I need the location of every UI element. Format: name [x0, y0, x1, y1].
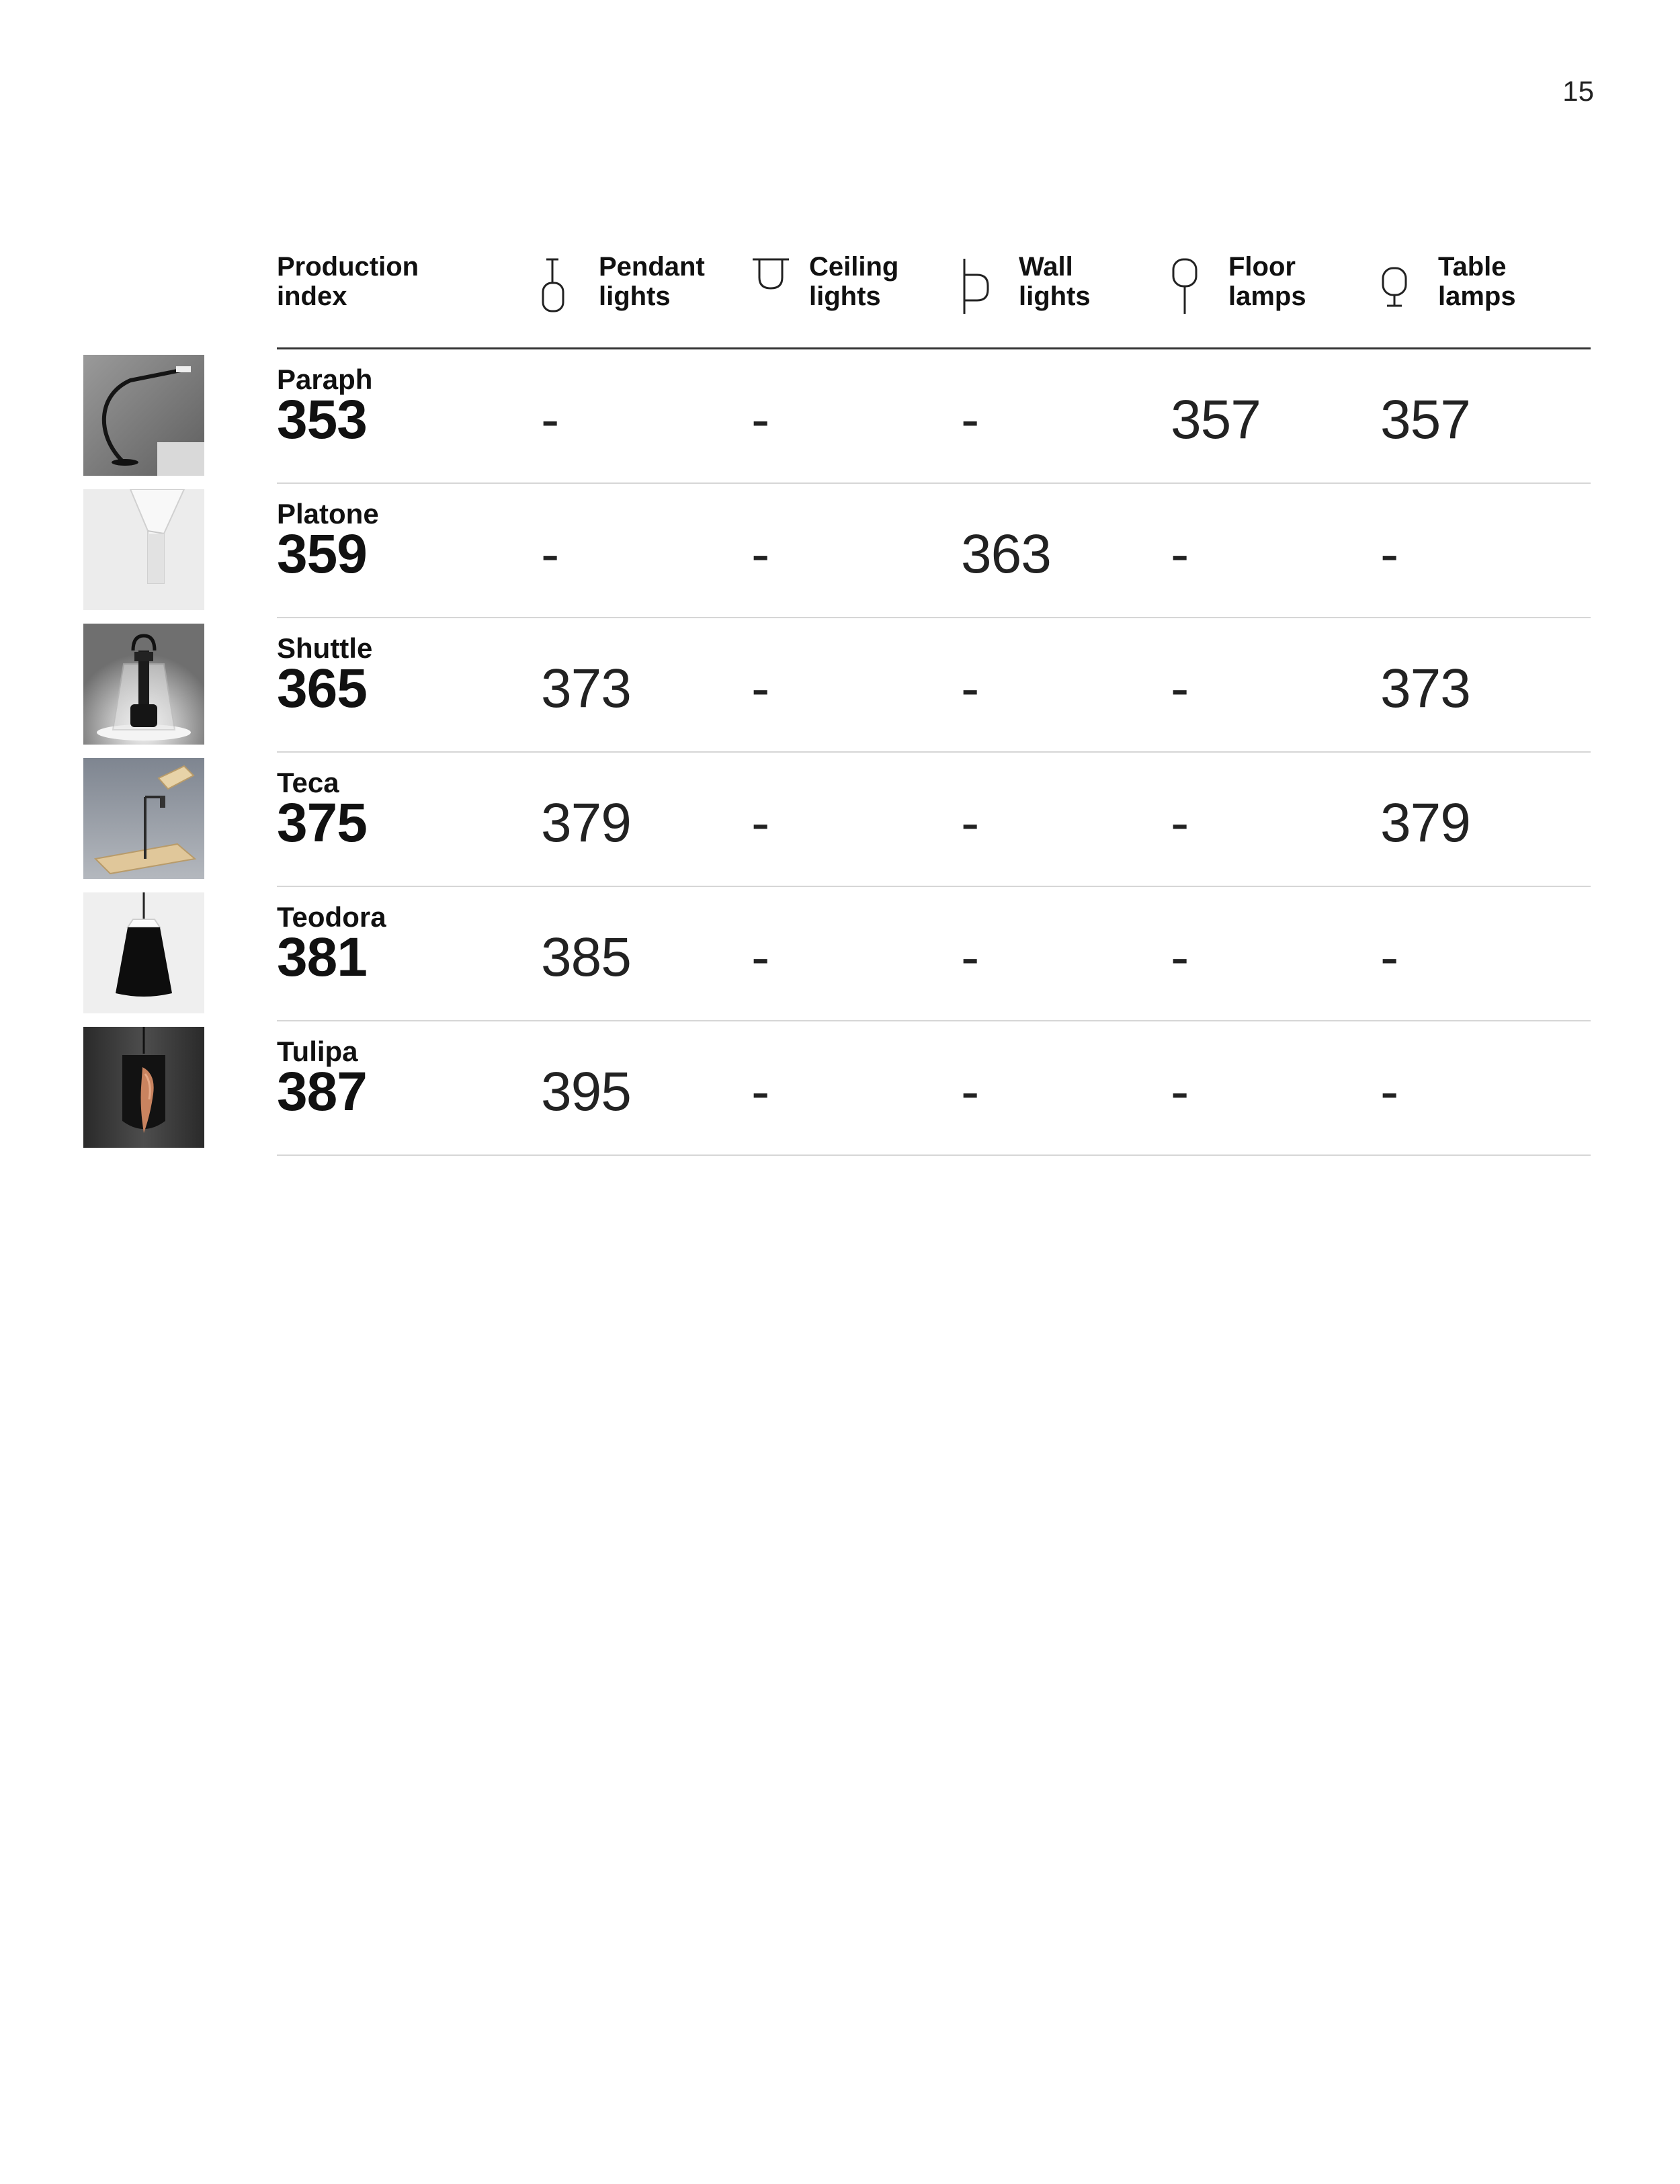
table-value: 379	[1380, 792, 1470, 853]
table-row	[277, 618, 1591, 753]
production-index-number: 365	[277, 658, 367, 719]
header-floor-line2: lamps	[1228, 282, 1306, 311]
ceiling-value: -	[751, 1061, 769, 1122]
ceiling-light-icon	[751, 257, 792, 294]
header-ceiling-line2: lights	[809, 282, 881, 311]
header-floor-line1: Floor	[1228, 252, 1296, 282]
header-production-index	[277, 252, 419, 311]
floor-value: -	[1171, 792, 1189, 853]
pendant-light-icon	[541, 257, 571, 315]
ceiling-value: -	[751, 389, 769, 450]
production-index-number: 359	[277, 523, 367, 585]
table-lamp-icon	[1380, 257, 1410, 311]
table-row	[277, 753, 1591, 887]
pendant-value: 385	[541, 927, 631, 988]
production-index-number: 381	[277, 927, 367, 988]
production-index-number: 353	[277, 389, 367, 450]
header-wall-line1: Wall	[1019, 252, 1073, 282]
product-name: Teca	[277, 767, 339, 798]
product-name: Shuttle	[277, 632, 373, 664]
table-row	[277, 484, 1591, 618]
floor-value: 357	[1171, 389, 1261, 450]
ceiling-value: -	[751, 523, 769, 585]
header-ceiling-line1: Ceiling	[809, 252, 899, 282]
product-name: Platone	[277, 498, 379, 530]
table-row	[277, 349, 1591, 484]
table-value: 357	[1380, 389, 1470, 450]
wall-value: -	[961, 658, 979, 719]
wall-value: -	[961, 792, 979, 853]
teca-lamp-image	[83, 758, 204, 879]
floor-value: -	[1171, 1061, 1189, 1122]
ceiling-value: -	[751, 658, 769, 719]
page-number: 15	[1562, 75, 1594, 107]
teodora-lamp-image	[83, 892, 204, 1013]
pendant-value: 373	[541, 658, 631, 719]
header-wall-line2: lights	[1019, 282, 1091, 311]
pendant-value: -	[541, 389, 559, 450]
wall-value: 363	[961, 523, 1051, 585]
wall-value: -	[961, 927, 979, 988]
tulipa-lamp-image	[83, 1027, 204, 1148]
shuttle-lamp-image	[83, 624, 204, 745]
header-production-index-line1: Production	[277, 252, 419, 282]
table-header	[277, 252, 1591, 349]
production-index-number: 375	[277, 792, 367, 853]
pendant-value: -	[541, 523, 559, 585]
header-pendant-line2: lights	[599, 282, 671, 311]
table-value: -	[1380, 523, 1398, 585]
production-index-table	[277, 252, 1591, 1156]
product-name: Paraph	[277, 364, 373, 395]
ceiling-value: -	[751, 792, 769, 853]
wall-value: -	[961, 1061, 979, 1122]
wall-light-icon	[961, 257, 992, 315]
wall-value: -	[961, 389, 979, 450]
table-value: -	[1380, 927, 1398, 988]
pendant-value: 379	[541, 792, 631, 853]
floor-value: -	[1171, 927, 1189, 988]
header-table-line1: Table	[1438, 252, 1507, 282]
product-name: Teodora	[277, 901, 386, 933]
paraph-lamp-image	[83, 355, 204, 476]
table-value: -	[1380, 1061, 1398, 1122]
pendant-value: 395	[541, 1061, 631, 1122]
platone-lamp-image	[83, 489, 204, 610]
table-row	[277, 1021, 1591, 1156]
floor-lamp-icon	[1171, 257, 1200, 315]
floor-value: -	[1171, 523, 1189, 585]
header-table-line2: lamps	[1438, 282, 1516, 311]
header-pendant-line1: Pendant	[599, 252, 705, 282]
table-row	[277, 887, 1591, 1021]
header-production-index-line2: index	[277, 282, 347, 311]
product-name: Tulipa	[277, 1036, 358, 1067]
floor-value: -	[1171, 658, 1189, 719]
ceiling-value: -	[751, 927, 769, 988]
production-index-number: 387	[277, 1061, 367, 1122]
table-value: 373	[1380, 658, 1470, 719]
